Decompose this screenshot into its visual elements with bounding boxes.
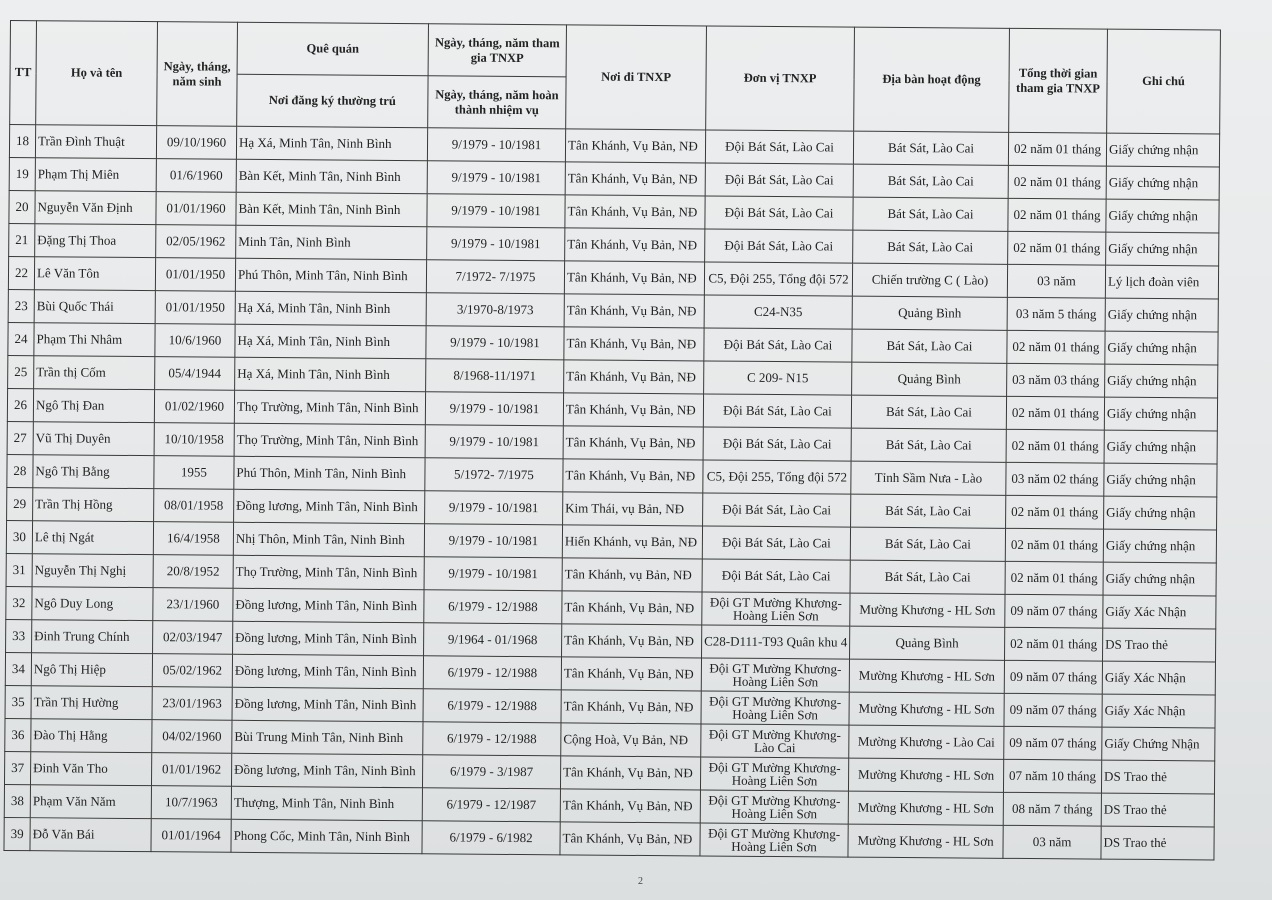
cell-period: 6/1979 - 12/1988 (423, 722, 561, 756)
cell-area: Quảng Bình (850, 626, 1005, 660)
cell-name: Đinh Trung Chính (32, 620, 153, 654)
cell-note: Giấy chứng nhận (1106, 232, 1219, 266)
cell-area: Bát Sát, Lào Cai (850, 560, 1005, 594)
cell-period: 9/1964 - 01/1968 (424, 623, 562, 657)
cell-total: 03 năm 03 tháng (1007, 363, 1105, 397)
header-dob: Ngày, tháng, năm sinh (157, 22, 238, 127)
cell-tt: 24 (8, 322, 34, 355)
cell-area: Bát Sát, Lào Cai (853, 230, 1008, 264)
cell-tt: 37 (4, 751, 30, 784)
cell-total: 02 năm 01 tháng (1005, 627, 1103, 661)
cell-period: 8/1968-11/1971 (426, 359, 564, 393)
cell-period: 6/1979 - 12/1988 (423, 689, 561, 723)
cell-total: 09 năm 07 tháng (1004, 726, 1102, 760)
cell-residence: Đồng lương, Minh Tân, Ninh Bình (231, 753, 422, 787)
cell-tt: 20 (9, 190, 35, 223)
cell-period: 9/1979 - 10/1981 (427, 194, 565, 228)
cell-residence: Đồng lương, Minh Tân, Ninh Bình (232, 687, 423, 721)
cell-area: Bát Sát, Lào Cai (852, 329, 1007, 363)
cell-area: Mường Khương - HL Sơn (848, 824, 1003, 858)
cell-note: Giấy chứng nhận (1104, 430, 1217, 464)
cell-unit-line1: Đội GT Mường Khương- (709, 594, 842, 611)
cell-residence: Hạ Xá, Minh Tân, Ninh Bình (236, 126, 427, 160)
cell-departure: Tân Khánh, Vụ Bản, NĐ (564, 327, 704, 361)
cell-unit-line2: Lào Cai (753, 739, 796, 756)
cell-unit-line2: Hoàng Liên Sơn (731, 805, 818, 822)
cell-dob: 23/1/1960 (153, 588, 233, 622)
cell-total: 02 năm 01 tháng (1006, 396, 1104, 430)
cell-unit-line1: Đội GT Mường Khương- (708, 759, 841, 776)
table-header (10, 21, 1221, 135)
cell-dob: 01/01/1950 (155, 291, 235, 325)
cell-area: Chiến trường C ( Lào) (852, 263, 1007, 297)
cell-note: Giấy chứng nhận (1104, 496, 1217, 530)
cell-dob: 01/6/1960 (156, 159, 236, 193)
cell-tt: 35 (5, 685, 31, 718)
cell-total: 03 năm 02 tháng (1006, 462, 1104, 496)
cell-period: 6/1979 - 12/1988 (423, 656, 561, 690)
cell-residence: Thọ Trường, Minh Tân, Ninh Bình (234, 423, 425, 457)
cell-area: Tỉnh Sầm Nưa - Lào (851, 461, 1006, 495)
cell-period: 9/1979 - 10/1981 (424, 524, 562, 558)
cell-note: Giấy chứng nhận (1106, 133, 1219, 167)
cell-period: 9/1979 - 10/1981 (427, 227, 565, 261)
cell-dob: 01/02/1960 (154, 390, 234, 424)
cell-departure: Tân Khánh, Vụ Bản, NĐ (560, 756, 700, 790)
cell-note: Lý lịch đoàn viên (1105, 265, 1218, 299)
cell-residence: Đồng lương, Minh Tân, Ninh Bình (232, 654, 423, 688)
cell-note: DS Trao thẻ (1102, 628, 1215, 662)
cell-area: Mường Khương - HL Sơn (848, 791, 1003, 825)
cell-note: Giấy chứng nhận (1106, 199, 1219, 233)
cell-area: Quảng Bình (852, 362, 1007, 396)
cell-tt: 25 (8, 355, 34, 388)
cell-dob: 10/7/1963 (151, 786, 231, 820)
cell-area: Mường Khương - HL Sơn (849, 692, 1004, 726)
cell-total: 02 năm 01 tháng (1005, 528, 1103, 562)
cell-unit-line1: Đội GT Mường Khương- (709, 660, 842, 677)
cell-area: Bát Sát, Lào Cai (851, 428, 1006, 462)
cell-note: Giấy Xác Nhận (1103, 595, 1216, 629)
cell-departure: Tân Khánh, Vụ Bản, NĐ (565, 195, 705, 229)
cell-departure: Tân Khánh, Vụ Bản, NĐ (563, 459, 703, 493)
cell-unit: Đội Bát Sát, Lào Cai (705, 163, 853, 197)
cell-period: 9/1979 - 10/1981 (425, 491, 563, 525)
cell-departure: Tân Khánh, Vụ Bản, NĐ (565, 129, 705, 163)
cell-unit-line2: Hoàng Liên Sơn (732, 607, 819, 624)
cell-name: Lê Văn Tôn (34, 257, 155, 291)
cell-note: Giấy chứng nhận (1104, 463, 1217, 497)
cell-dob: 10/10/1958 (154, 423, 234, 457)
cell-tt: 29 (7, 487, 33, 520)
cell-period: 9/1979 - 10/1981 (425, 392, 563, 426)
cell-note: Giấy chứng nhận (1105, 331, 1218, 365)
cell-name: Trần Thị Hồng (33, 488, 154, 522)
cell-dob: 02/05/1962 (156, 225, 236, 259)
table-body (4, 125, 1220, 860)
cell-total: 02 năm 01 tháng (1006, 495, 1104, 529)
cell-departure: Tân Khánh, Vụ Bản, NĐ (563, 426, 703, 460)
cell-tt: 23 (8, 289, 34, 322)
cell-tt: 32 (6, 586, 32, 619)
cell-note: DS Trao thẻ (1101, 760, 1214, 794)
cell-unit: Đội Bát Sát, Lào Cai (703, 427, 851, 461)
cell-unit-line2: Hoàng Liên Sơn (732, 706, 818, 723)
cell-name: Ngô Thị Bằng (33, 455, 154, 489)
cell-residence: Nhị Thôn, Minh Tân, Ninh Bình (233, 522, 424, 556)
cell-departure: Tân Khánh, vụ Bản, NĐ (562, 558, 702, 592)
cell-unit (701, 658, 849, 692)
cell-name: Lê thị Ngát (32, 521, 153, 555)
cell-unit: C5, Đội 255, Tổng đội 572 (703, 460, 851, 494)
cell-departure: Kim Thái, vụ Bản, NĐ (563, 492, 703, 526)
header-tt: TT (10, 21, 37, 125)
cell-unit: C 209- N15 (704, 361, 852, 395)
cell-total: 02 năm 01 tháng (1008, 132, 1106, 166)
cell-departure: Cộng Hoà, Vụ Bản, NĐ (561, 723, 701, 757)
cell-unit (702, 592, 850, 626)
cell-dob: 01/01/1962 (151, 753, 231, 787)
cell-note: Giấy chứng nhận (1103, 529, 1216, 563)
cell-departure: Tân Khánh, Vụ Bản, NĐ (560, 789, 700, 823)
cell-period: 9/1979 - 10/1981 (427, 161, 565, 195)
cell-unit-line2: Hoàng Liên Sơn (732, 673, 819, 690)
cell-note: DS Trao thẻ (1101, 793, 1214, 827)
header-join-date: Ngày, tháng, năm tham gia TNXP (428, 24, 566, 77)
cell-residence: Phú Thôn, Minh Tân, Ninh Bình (234, 456, 425, 490)
cell-tt: 39 (4, 817, 30, 850)
cell-name: Đinh Văn Tho (30, 752, 151, 786)
cell-unit: Đội Bát Sát, Lào Cai (705, 229, 853, 263)
cell-name: Trần thị Cốm (34, 356, 155, 390)
cell-period: 3/1970-8/1973 (426, 293, 564, 327)
cell-tt: 36 (5, 718, 31, 751)
volunteer-roster-table (3, 20, 1220, 860)
cell-unit: Đội Bát Sát, Lào Cai (702, 559, 850, 593)
cell-tt: 28 (7, 454, 33, 487)
cell-total: 02 năm 01 tháng (1005, 561, 1103, 595)
cell-period: 9/1979 - 10/1981 (424, 557, 562, 591)
cell-area: Bát Sát, Lào Cai (853, 197, 1008, 231)
cell-note: Giấy chứng nhận (1104, 397, 1217, 431)
cell-departure: Tân Khánh, Vụ Bản, NĐ (561, 657, 701, 691)
cell-period: 9/1979 - 10/1981 (426, 326, 564, 360)
cell-residence: Minh Tân, Ninh Bình (236, 225, 427, 259)
cell-unit-line1: Đội GT Mường Khương- (708, 825, 841, 842)
cell-name: Ngô Duy Long (32, 587, 153, 621)
cell-departure: Tân Khánh, Vụ Bản, NĐ (562, 624, 702, 658)
cell-dob: 08/01/1958 (154, 489, 234, 523)
cell-period: 6/1979 - 6/1982 (422, 821, 560, 855)
cell-residence: Bàn Kết, Minh Tân, Ninh Bình (236, 192, 427, 226)
cell-total: 03 năm (1007, 264, 1105, 298)
cell-unit: C24-N35 (704, 295, 852, 329)
cell-unit-line1: Đội GT Mường Khương- (708, 792, 841, 809)
cell-departure: Tân Khánh, Vụ Bản, NĐ (563, 393, 703, 427)
cell-total: 09 năm 07 tháng (1004, 693, 1102, 727)
cell-total: 09 năm 07 tháng (1005, 594, 1103, 628)
cell-tt: 31 (6, 553, 32, 586)
cell-unit-line2: Hoàng Liên Sơn (731, 772, 818, 789)
cell-name: Nguyễn Văn Định (35, 191, 156, 225)
cell-name: Bùi Quốc Thái (34, 290, 155, 324)
cell-departure: Hiển Khánh, vụ Bản, NĐ (562, 525, 702, 559)
cell-unit (701, 691, 849, 725)
cell-unit: C28-D111-T93 Quân khu 4 (702, 625, 850, 659)
header-name: Họ và tên (36, 21, 158, 126)
cell-period: 6/1979 - 3/1987 (422, 755, 560, 789)
cell-period: 6/1979 - 12/1988 (424, 590, 562, 624)
cell-note: Giấy chứng nhận (1106, 166, 1219, 200)
cell-dob: 20/8/1952 (153, 555, 233, 589)
cell-tt: 21 (9, 223, 35, 256)
cell-tt: 33 (6, 619, 32, 652)
cell-residence: Thọ Trường, Minh Tân, Ninh Bình (233, 555, 424, 589)
cell-name: Ngô Thị Đan (33, 389, 154, 423)
cell-dob: 01/01/1950 (155, 258, 235, 292)
cell-tt: 34 (5, 652, 31, 685)
cell-period: 5/1972- 7/1975 (425, 458, 563, 492)
cell-name: Phạm Văn Năm (30, 785, 151, 819)
cell-note: Giấy Xác Nhận (1102, 661, 1215, 695)
cell-residence: Hạ Xá, Minh Tân, Ninh Bình (235, 357, 426, 391)
cell-note: Giấy chứng nhận (1103, 562, 1216, 596)
cell-note: Giấy chứng nhận (1105, 364, 1218, 398)
cell-residence: Phú Thôn, Minh Tân, Ninh Bình (235, 258, 426, 292)
cell-total: 03 năm 5 tháng (1007, 297, 1105, 331)
cell-residence: Bùi Trung Minh Tân, Ninh Bình (232, 720, 423, 754)
cell-name: Phạm Thị Miên (35, 158, 156, 192)
cell-total: 09 năm 07 tháng (1004, 660, 1102, 694)
cell-name: Vũ Thị Duyên (33, 422, 154, 456)
cell-unit (701, 724, 849, 758)
cell-residence: Đồng lương, Minh Tân, Ninh Bình (233, 621, 424, 655)
cell-dob: 10/6/1960 (155, 324, 235, 358)
cell-name: Đào Thị Hằng (31, 719, 152, 753)
cell-residence: Bàn Kết, Minh Tân, Ninh Bình (236, 159, 427, 193)
cell-period: 7/1972- 7/1975 (426, 260, 564, 294)
cell-area: Bát Sát, Lào Cai (851, 494, 1006, 528)
cell-area: Mường Khương - HL Sơn (850, 593, 1005, 627)
cell-residence: Thọ Trường, Minh Tân, Ninh Bình (234, 390, 425, 424)
cell-unit-line1: Đội GT Mường Khương- (709, 693, 842, 710)
cell-dob: 05/02/1962 (152, 654, 232, 688)
cell-dob: 01/01/1960 (156, 192, 236, 226)
cell-residence: Hạ Xá, Minh Tân, Ninh Bình (235, 324, 426, 358)
cell-unit (700, 790, 848, 824)
cell-tt: 30 (6, 520, 32, 553)
cell-area: Mường Khương - HL Sơn (848, 758, 1003, 792)
cell-total: 02 năm 01 tháng (1007, 330, 1105, 364)
cell-departure: Tân Khánh, Vụ Bản, NĐ (564, 261, 704, 295)
header-residence: Nơi đăng ký thường trú (237, 74, 428, 127)
cell-area: Bát Sát, Lào Cai (853, 164, 1008, 198)
cell-unit: Đội Bát Sát, Lào Cai (705, 196, 853, 230)
cell-name: Đặng Thị Thoa (35, 224, 156, 258)
header-total-time: Tổng thời gian tham gia TNXP (1009, 28, 1108, 133)
cell-departure: Tân Khánh, Vụ Bản, NĐ (560, 822, 700, 856)
cell-residence: Đồng lương, Minh Tân, Ninh Bình (233, 588, 424, 622)
cell-departure: Tân Khánh, Vụ Bản, NĐ (561, 690, 701, 724)
cell-dob: 1955 (154, 456, 234, 490)
cell-note: Giấy chứng nhận (1105, 298, 1218, 332)
cell-name: Phạm Thi Nhâm (34, 323, 155, 357)
cell-tt: 27 (7, 421, 33, 454)
cell-unit: C5, Đội 255, Tổng đội 572 (704, 262, 852, 296)
cell-unit: Đội Bát Sát, Lào Cai (705, 130, 853, 164)
cell-name: Đỗ Văn Bái (30, 818, 151, 852)
cell-name: Nguyễn Thị Nghị (32, 554, 153, 588)
cell-dob: 23/01/1963 (152, 687, 232, 721)
cell-area: Quảng Bình (852, 296, 1007, 330)
cell-dob: 01/01/1964 (151, 819, 231, 853)
header-hometown: Quê quán (237, 22, 428, 75)
cell-area: Bát Sát, Lào Cai (850, 527, 1005, 561)
header-area: Địa bàn hoạt động (854, 27, 1010, 132)
cell-total: 02 năm 01 tháng (1008, 231, 1106, 265)
cell-total: 02 năm 01 tháng (1006, 429, 1104, 463)
cell-residence: Thượng, Minh Tân, Ninh Bình (231, 786, 422, 820)
cell-dob: 09/10/1960 (156, 126, 236, 160)
cell-unit-line2: Hoàng Liên Sơn (731, 838, 817, 855)
cell-unit: Đội Bát Sát, Lào Cai (702, 526, 850, 560)
cell-total: 02 năm 01 tháng (1008, 198, 1106, 232)
cell-area: Mường Khương - HL Sơn (849, 659, 1004, 693)
cell-tt: 38 (4, 784, 30, 817)
cell-departure: Tân Khánh, Vụ Bản, NĐ (562, 591, 702, 625)
cell-tt: 19 (9, 157, 35, 190)
cell-departure: Tân Khánh, Vụ Bản, NĐ (565, 228, 705, 262)
cell-departure: Tân Khánh, Vụ Bản, NĐ (565, 162, 705, 196)
cell-dob: 16/4/1958 (153, 522, 233, 556)
cell-unit: Đội Bát Sát, Lào Cai (703, 493, 851, 527)
cell-dob: 02/03/1947 (153, 621, 233, 655)
cell-area: Mường Khương - Lào Cai (849, 725, 1004, 759)
cell-unit: Đội Bát Sát, Lào Cai (703, 394, 851, 428)
cell-residence: Đồng lương, Minh Tân, Ninh Bình (234, 489, 425, 523)
header-unit: Đơn vị TNXP (706, 26, 855, 131)
cell-name: Trần Thị Hường (31, 686, 152, 720)
cell-total: 07 năm 10 tháng (1003, 759, 1101, 793)
cell-unit (700, 823, 848, 857)
cell-note: DS Trao thẻ (1101, 826, 1214, 860)
cell-departure: Tân Khánh, Vụ Bản, NĐ (564, 360, 704, 394)
cell-tt: 22 (8, 256, 34, 289)
cell-unit-line1: Đội GT Mường Khương- (708, 726, 841, 743)
cell-period: 9/1979 - 10/1981 (425, 425, 563, 459)
header-complete-date: Ngày, tháng, năm hoàn thành nhiệm vụ (428, 76, 566, 129)
cell-dob: 05/4/1944 (155, 357, 235, 391)
header-note: Ghi chú (1107, 29, 1221, 134)
cell-unit (700, 757, 848, 791)
cell-dob: 04/02/1960 (152, 720, 232, 754)
cell-period: 9/1979 - 10/1981 (427, 128, 565, 162)
cell-departure: Tân Khánh, Vụ Bản, NĐ (564, 294, 704, 328)
cell-unit: Đội Bát Sát, Lào Cai (704, 328, 852, 362)
cell-total: 02 năm 01 tháng (1008, 165, 1106, 199)
cell-period: 6/1979 - 12/1987 (422, 788, 560, 822)
cell-tt: 18 (9, 125, 35, 158)
cell-total: 03 năm (1003, 825, 1101, 859)
cell-tt: 26 (7, 388, 33, 421)
cell-residence: Phong Cốc, Minh Tân, Ninh Bình (231, 819, 422, 853)
cell-area: Bát Sát, Lào Cai (853, 131, 1008, 165)
cell-area: Bát Sát, Lào Cai (851, 395, 1006, 429)
cell-note: Giấy Xác Nhận (1102, 694, 1215, 728)
cell-residence: Hạ Xá, Minh Tân, Ninh Bình (235, 291, 426, 325)
page-number: 2 (638, 876, 643, 887)
cell-name: Ngô Thị Hiệp (31, 653, 152, 687)
cell-note: Giấy Chứng Nhận (1102, 727, 1215, 761)
header-departure: Nơi đi TNXP (566, 25, 707, 130)
cell-total: 08 năm 7 tháng (1003, 792, 1101, 826)
cell-name: Trần Đình Thuật (35, 125, 156, 159)
